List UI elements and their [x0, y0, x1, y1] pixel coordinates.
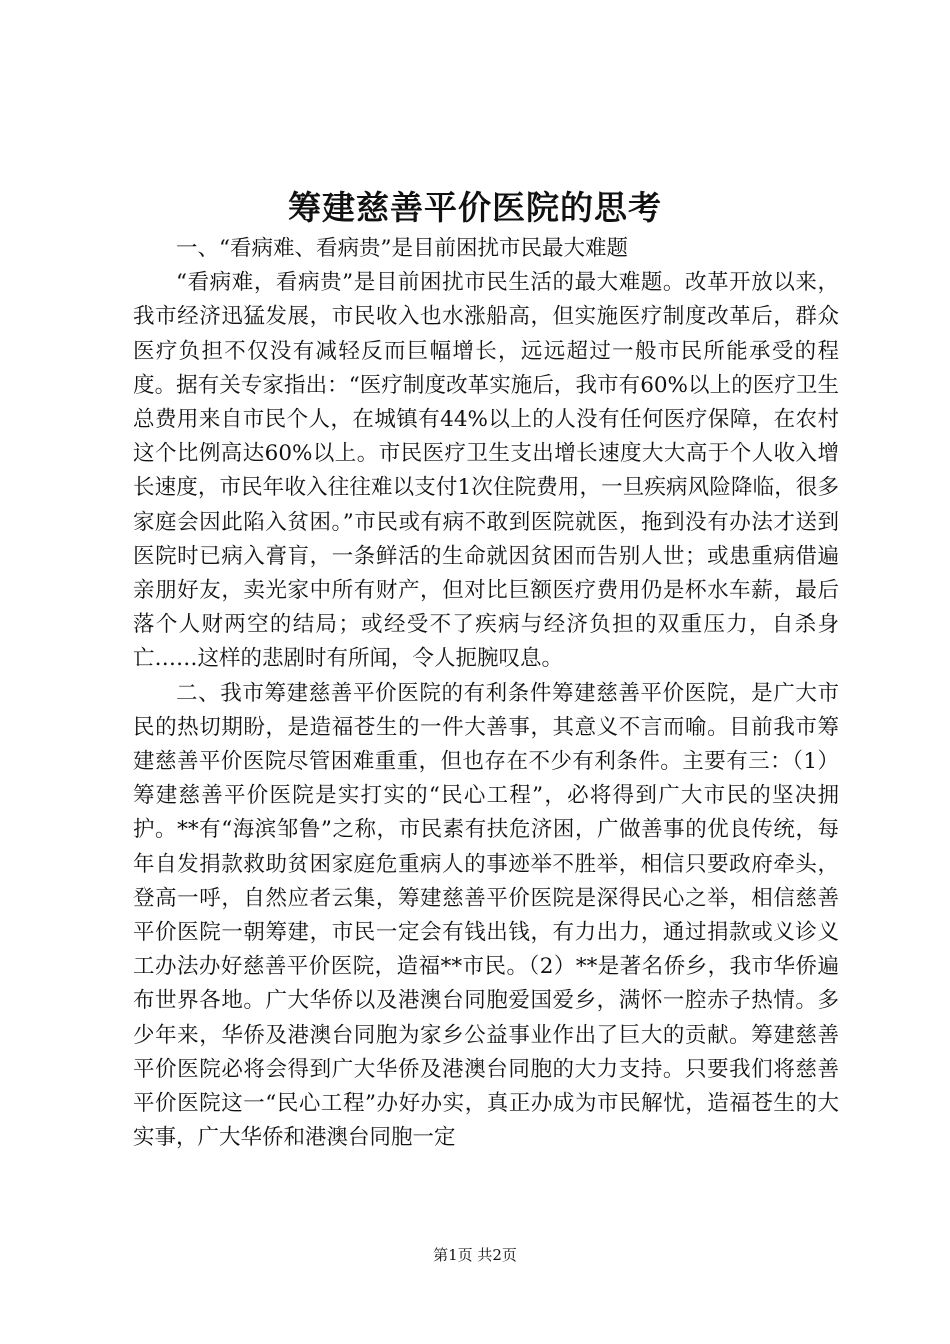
body-paragraph-2: 二、我市筹建慈善平价医院的有利条件筹建慈善平价医院，是广大市民的热切期盼，是造福苍生的一件大善事，其意义不言而喻。目前我市筹建慈善平价医院尽管困难重重，但也存在不少有利条件。主要有三：（1）筹建慈善平价医院是实打实的“民心工程”，必将得到广大市民的坚决拥护。**有“海滨邹鲁”之称，市民素有扶危济困，广做善事的优良传统，每年自发捐款救助贫困家庭危重病人的事迹举不胜举，相信只要政府牵头，登高一呼，自然应者云集，筹建慈善平价医院是深得民心之举，相信慈善平价医院一朝筹建，市民一定会有钱出钱，有力出力，通过捐款或义诊义工办法办好慈善平价医院，造福**市民。（2）**是著名侨乡，我市华侨遍布世界各地。广大华侨以及港澳台同胞爱国爱乡，满怀一腔赤子热情。多少年来，华侨及港澳台同胞为家乡公益事业作出了巨大的贡献。筹建慈善平价医院必将会得到广大华侨及港澳台同胞的大力支持。只要我们将慈善平价医院这一“民心工程”办好办实，真正办成为市民解忧，造福苍生的大实事，广大华侨和港澳台同胞一定	[133, 680, 839, 1151]
document-title: 筹建慈善平价医院的思考	[288, 188, 662, 227]
document-body	[133, 232, 839, 1155]
section-heading-1: 一、“看病难、看病贵”是目前困扰市民最大难题	[176, 236, 628, 261]
page-number-footer: 第1页 共2页	[433, 1246, 517, 1264]
body-paragraph-1: “看病难，看病贵”是目前困扰市民生活的最大难题。改革开放以来，我市经济迅猛发展，市民收入也水涨船高，但实施医疗制度改革后，群众医疗负担不仅没有减轻反而巨幅增长，远远超过一般市民所能承受的程度。据有关专家指出：“医疗制度改革实施后，我市有60%以上的医疗卫生总费用来自市民个人，在城镇有44%以上的人没有任何医疗保障，在农村这个比例高达60%以上。市民医疗卫生支出增长速度大大高于个人收入增长速度，市民年收入往往难以支付1次住院费用，一旦疾病风险降临，很多家庭会因此陷入贫困。”市民或有病不敢到医院就医，拖到没有办法才送到医院时已病入膏肓，一条鲜活的生命就因贫困而告别人世；或患重病借遍亲朋好友，卖光家中所有财产，但对比巨额医疗费用仍是杯水车薪，最后落个人财两空的结局；或经受不了疾病与经济负担的双重压力，自杀身亡……这样的悲剧时有所闻，令人扼腕叹息。	[133, 270, 839, 672]
